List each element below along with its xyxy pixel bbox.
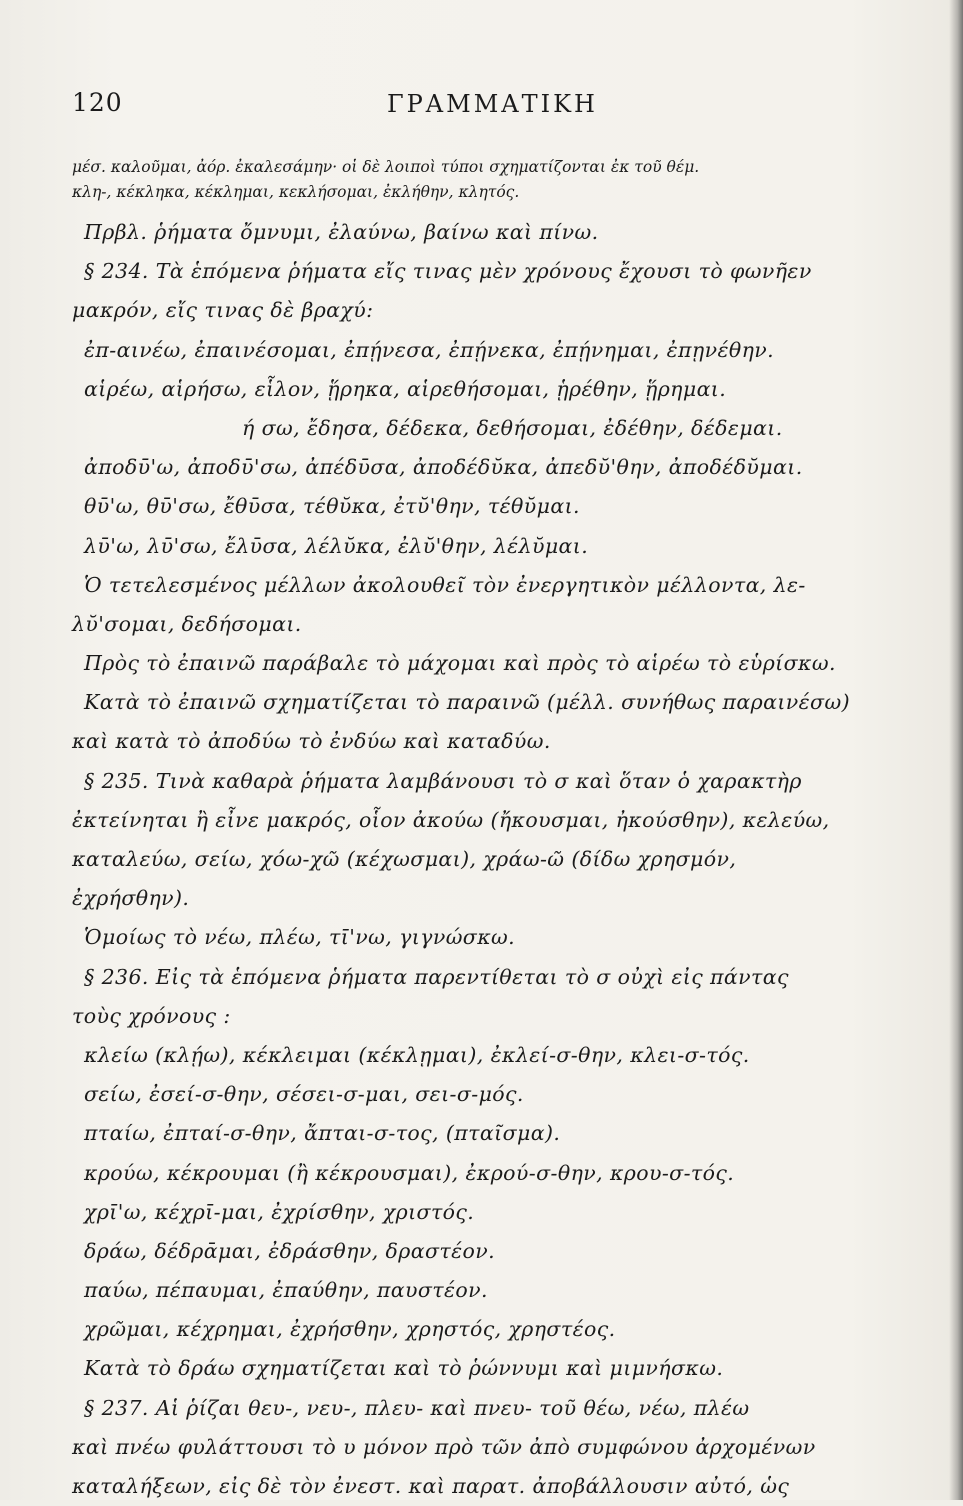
text-line: Ὁμοίως τὸ νέω, πλέω, τῑ'νω, γιγνώσκω.	[84, 925, 516, 950]
paradigm-line: ή σω, ἔδησα, δέδεκα, δεθήσομαι, ἐδέθην, δέδεμαι.	[242, 415, 783, 440]
text-line: ἐχρήσθην).	[72, 886, 190, 911]
paradigm-line: αἱρέω, αἱρήσω, εἷλον, ᾕρηκα, αἱρεθήσομαι, ᾑρέθην, ᾕρημαι.	[84, 376, 727, 401]
text-line: μέσ. καλοῦμαι, ἀόρ. ἐκαλεσάμην· οἱ δὲ λοιποὶ τύποι σχηματίζονται ἐκ τοῦ θέμ.	[72, 158, 700, 176]
page-edge-shadow	[949, 0, 963, 1500]
section-234-heading: § 234. Τὰ ἑπόμενα ῥήματα εἴς τινας μὲν χρόνους ἔχουσι τὸ φωνῆεν	[84, 259, 812, 284]
text-line: τοὺς χρόνους :	[72, 1003, 231, 1028]
section-235-heading: § 235. Τινὰ καθαρὰ ῥήματα λαμβάνουσι τὸ σ καὶ ὅταν ὁ χαρακτὴρ	[84, 768, 802, 793]
paradigm-line: λῡ'ω, λῡ'σω, ἔλῡσα, λέλῠκα, ἐλῠ'θην, λέλῠμαι.	[84, 533, 589, 558]
paradigm-line: ἐπ-αινέω, ἐπαινέσομαι, ἐπῄνεσα, ἐπῄνεκα, ἐπῄνημαι, ἐπῃνέθην.	[84, 337, 775, 362]
paradigm-line: δράω, δέδρᾱμαι, ἐδράσθην, δραστέον.	[84, 1238, 496, 1263]
page-header	[72, 88, 912, 128]
paradigm-line: κλείω (κλῄω), κέκλειμαι (κέκλῃμαι), ἐκλεί-σ-θην, κλει-σ-τός.	[84, 1042, 750, 1067]
section-237-heading: § 237. Αἱ ῥίζαι θευ-, νευ-, πλευ- καὶ πνευ- τοῦ θέω, νέω, πλέω	[84, 1395, 750, 1420]
paradigm-line: κρούω, κέκρουμαι (ἢ κέκρουσμαι), ἐκρού-σ-θην, κρου-σ-τός.	[84, 1160, 735, 1185]
text-line: λῠ'σομαι, δεδήσομαι.	[72, 611, 302, 636]
paradigm-line: παύω, πέπαυμαι, ἐπαύθην, παυστέον.	[84, 1278, 488, 1303]
text-line: Ὁ τετελεσμένος μέλλων ἀκολουθεῖ τὸν ἐνεργητικὸν μέλλοντα, λε-	[84, 572, 806, 597]
paradigm-line: χρῑ'ω, κέχρῑ-μαι, ἐχρίσθην, χριστός.	[84, 1199, 475, 1224]
text-line: καὶ πνέω φυλάττουσι τὸ υ μόνον πρὸ τῶν ἀπὸ συμφώνου ἀρχομένων	[72, 1434, 816, 1459]
paradigm-line: ἀποδῡ'ω, ἀποδῡ'σω, ἀπέδῡσα, ἀποδέδῠκα, ἀπεδῠ'θην, ἀποδέδῠμαι.	[84, 455, 803, 480]
text-line: Πρβλ. ῥήματα ὄμνυμι, ἐλαύνω, βαίνω καὶ πίνω.	[84, 220, 599, 244]
body-text	[72, 155, 908, 1506]
text-line: Κατὰ τὸ δράω σχηματίζεται καὶ τὸ ῥώννυμι καὶ μιμνήσκω.	[84, 1356, 724, 1381]
paradigm-line: σείω, ἐσεί-σ-θην, σέσει-σ-μαι, σει-σ-μός.	[84, 1082, 524, 1107]
text-line: καὶ κατὰ τὸ ἀποδύω τὸ ἐνδύω καὶ καταδύω.	[72, 729, 551, 754]
text-line: μακρόν, εἴς τινας δὲ βραχύ:	[72, 298, 374, 323]
paradigm-line: θῡ'ω, θῡ'σω, ἔθῡσα, τέθῠκα, ἐτῠ'θην, τέθῠμαι.	[84, 494, 580, 519]
text-line: ἐκτείνηται ἢ εἶνε μακρός, οἷον ἀκούω (ἤκουσμαι, ἠκούσθην), κελεύω,	[72, 807, 830, 832]
text-line: Κατὰ τὸ ἐπαινῶ σχηματίζεται τὸ παραινῶ (μέλλ. συνήθως παραινέσω)	[84, 690, 850, 715]
paradigm-line: χρῶμαι, κέχρημαι, ἐχρήσθην, χρηστός, χρηστέος.	[84, 1317, 616, 1342]
section-236-heading: § 236. Εἰς τὰ ἑπόμενα ῥήματα παρεντίθεται τὸ σ οὐχὶ εἰς πάντας	[84, 964, 789, 989]
text-line: καταλήξεων, εἰς δὲ τὸν ἐνεστ. καὶ παρατ. ἀποβάλλουσιν αὐτό, ὡς	[72, 1474, 790, 1498]
text-line: Πρὸς τὸ ἐπαινῶ παράβαλε τὸ μάχομαι καὶ πρὸς τὸ αἱρέω τὸ εὑρίσκω.	[84, 651, 836, 676]
text-line: κλη-, κέκληκα, κέκλημαι, κεκλήσομαι, ἐκλήθην, κλητός.	[72, 183, 520, 201]
text-line: καταλεύω, σείω, χόω-χῶ (κέχωσμαι), χράω-ῶ (δίδω χρησμόν,	[72, 847, 737, 871]
paradigm-line: πταίω, ἐπταί-σ-θην, ἄπται-σ-τος, (πταῖσμα).	[84, 1121, 561, 1146]
page-number: 120	[72, 88, 123, 117]
running-title: ΓΡΑΜΜΑΤΙΚΗ	[387, 90, 598, 118]
